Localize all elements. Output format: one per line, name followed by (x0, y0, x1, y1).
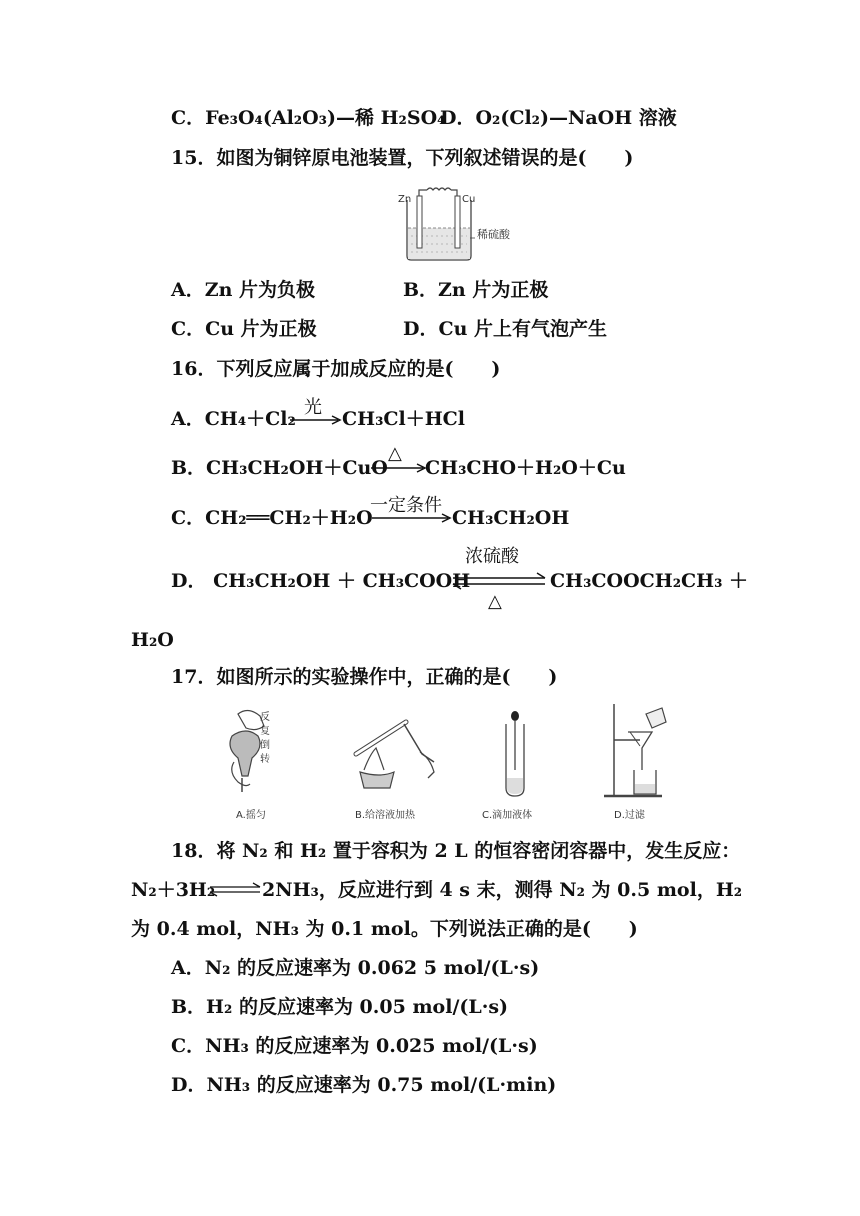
q15-option-c: C．Cu 片为正极 (171, 318, 317, 340)
dropper-test-tube-figure (500, 710, 530, 800)
q18-line-1: 18．将 N₂ 和 H₂ 置于容积为 2 L 的恒容密闭容器中，发生反应： (171, 840, 741, 862)
q16-option-d-condition-bottom: △ (488, 591, 502, 612)
q16-option-b-left: B．CH₃CH₂OH＋CuO (171, 457, 388, 479)
copper-zinc-cell-figure (395, 186, 510, 266)
q16-option-a-condition: 光 (304, 397, 322, 418)
reversible-arrow-icon (449, 570, 549, 592)
q16-stem: 16．下列反应属于加成反应的是( ) (171, 358, 501, 380)
q17-caption-d: D.过滤 (614, 810, 645, 821)
q18-option-b: B．H₂ 的反应速率为 0.05 mol/(L·s) (171, 996, 509, 1018)
q16-option-c-condition: 一定条件 (370, 495, 442, 516)
q17-caption-a: A.摇匀 (236, 810, 266, 821)
q16-option-d-right: CH₃COOCH₂CH₃ ＋ (550, 570, 749, 592)
q16-option-a-left: A．CH₄＋Cl₂ (171, 408, 296, 430)
q18-option-c: C．NH₃ 的反应速率为 0.025 mol/(L·s) (171, 1035, 538, 1057)
q16-option-d-left: D． CH₃CH₂OH ＋ CH₃COOH (171, 570, 471, 592)
filtration-figure (600, 700, 672, 800)
cu-label: Cu (462, 194, 476, 205)
q18-line-2-right: 2NH₃，反应进行到 4 s 末，测得 N₂ 为 0.5 mol，H₂ (262, 879, 743, 901)
acid-label: 稀硫酸 (477, 228, 510, 241)
q16-option-c-left: C．CH₂══CH₂＋H₂O (171, 507, 373, 529)
q14-option-d: D．O₂(Cl₂)—NaOH 溶液 (440, 107, 677, 129)
q16-option-b-condition: △ (388, 443, 402, 464)
svg-text:倒: 倒 (260, 740, 270, 751)
q16-option-d-condition-top: 浓硫酸 (465, 546, 519, 567)
q18-option-a: A．N₂ 的反应速率为 0.062 5 mol/(L·s) (171, 957, 540, 979)
wire-coil-icon (427, 188, 451, 190)
q18-line-2-left: N₂＋3H₂ (131, 879, 216, 901)
q15-option-a: A．Zn 片为负极 (171, 279, 316, 301)
q16-option-d-wrap: H₂O (131, 629, 174, 651)
svg-text:转: 转 (260, 754, 270, 765)
q18-line-3: 为 0.4 mol，NH₃ 为 0.1 mol。下列说法正确的是( ) (131, 918, 638, 940)
q16-option-c-right: CH₃CH₂OH (452, 507, 570, 529)
heating-test-tube-figure (348, 712, 448, 798)
q15-option-d: D．Cu 片上有气泡产生 (403, 318, 608, 340)
zn-label: Zn (398, 194, 412, 205)
q17-caption-c: C.滴加液体 (482, 810, 533, 821)
svg-text:复: 复 (260, 726, 270, 737)
reversible-arrow-icon (208, 880, 264, 900)
shaking-flask-figure (208, 706, 288, 798)
q16-option-a-right: CH₃Cl＋HCl (342, 408, 466, 430)
q15-option-b: B．Zn 片为正极 (403, 279, 549, 301)
svg-text:反: 反 (260, 712, 270, 723)
q16-option-b-right: CH₃CHO＋H₂O＋Cu (425, 457, 626, 479)
q18-option-d: D．NH₃ 的反应速率为 0.75 mol/(L·min) (171, 1074, 557, 1096)
q17-caption-b: B.给溶液加热 (355, 810, 416, 821)
q15-stem: 15．如图为铜锌原电池装置，下列叙述错误的是( ) (171, 147, 634, 169)
q17-stem: 17．如图所示的实验操作中，正确的是( ) (171, 666, 558, 688)
q14-option-c: C．Fe₃O₄(Al₂O₃)—稀 H₂SO₄ (171, 107, 446, 129)
